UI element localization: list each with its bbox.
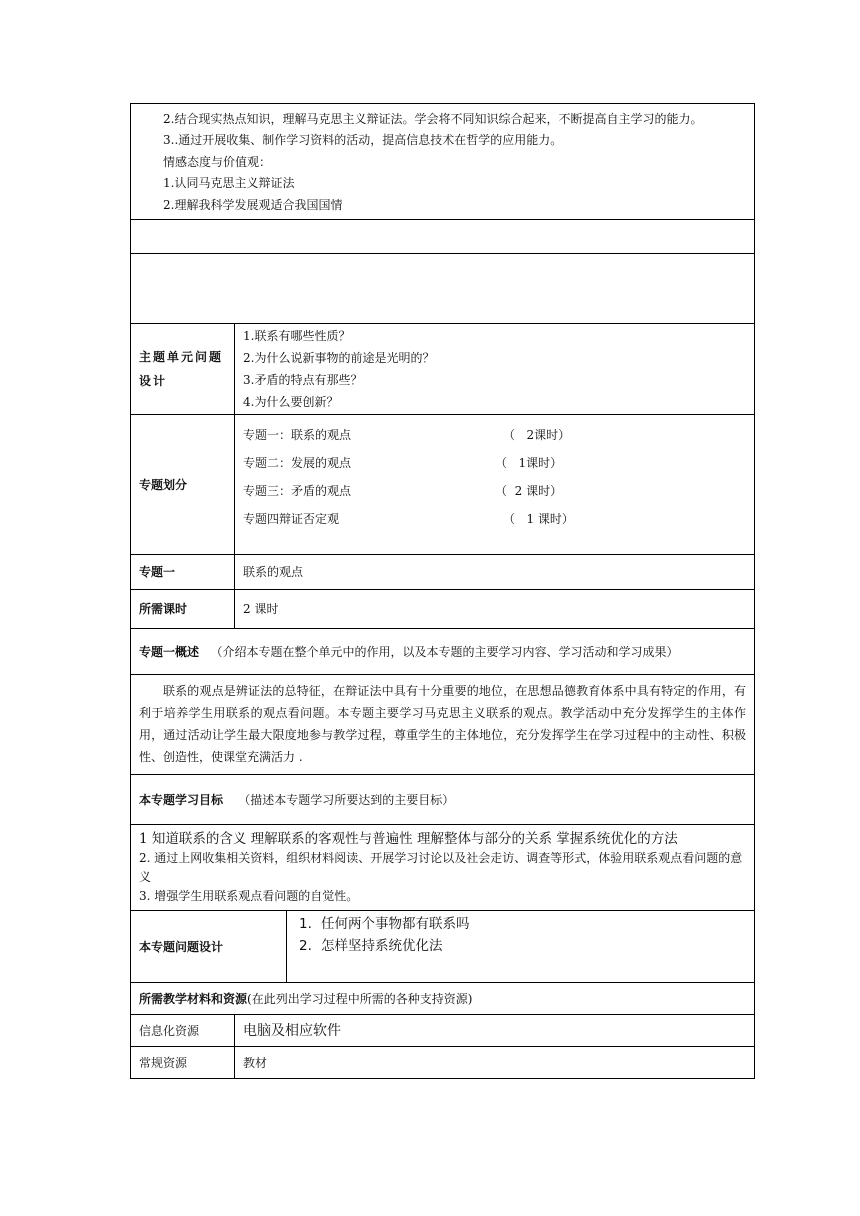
unit-question-item: 4.为什么要创新？ xyxy=(243,395,339,409)
overview-text: 联系的观点是辨证法的总特征，在辩证法中具有十分重要的地位，在思想品德教育体系中具有特定的作用，有利于培养学生用联系的观点看问题。本专题主要学习马克思主义联系的观点。教学活动中充分发挥学生的主体作用，通过活动让学生最大限度地参与教学过程，尊重学生的主体地位，充分发挥学生在学习过程中的主动性、积极性、创造性，使课堂充满活力 . xyxy=(131,675,755,775)
resource-value: 电脑及相应软件 xyxy=(235,1015,755,1047)
empty-row xyxy=(131,220,755,254)
topic-questions-cell xyxy=(287,911,755,983)
overview-header-row xyxy=(131,629,755,675)
objectives-continued-row xyxy=(131,104,755,220)
topics-cell xyxy=(235,415,755,555)
unit-questions-row xyxy=(131,324,755,415)
goal-item: 3. 增强学生用联系观点看问题的自觉性。 xyxy=(139,888,359,903)
unit-question-item: 1.联系有哪些性质？ xyxy=(243,329,351,343)
topic-question-item xyxy=(299,913,746,935)
overview-body-row xyxy=(131,675,755,775)
objectives-cell xyxy=(131,104,755,220)
topic-item xyxy=(243,477,746,505)
topic-one-label: 专题一 xyxy=(131,555,235,590)
topic-hours: （ 2课时） xyxy=(503,428,571,442)
objective-line: 3..通过开展收集、制作学习资料的活动，提高信息技术在哲学的应用能力。 xyxy=(163,133,563,148)
question-number: 1. xyxy=(299,916,312,932)
goals-note: （描述本专题学习所要达到的主要目标） xyxy=(238,792,455,807)
unit-questions-label xyxy=(131,324,235,415)
topic-name: 专题二：发展的观点 xyxy=(243,456,352,470)
topic-one-value: 联系的观点 xyxy=(235,555,755,590)
topic-item xyxy=(243,505,746,533)
resources-title: 所需教学材料和资源 xyxy=(139,991,248,1006)
objective-line: 2.理解我科学发展观适合我国国情 xyxy=(163,197,343,212)
topic-name: 专题一：联系的观点 xyxy=(243,428,352,442)
topic-hours: （ 2 课时） xyxy=(495,484,563,498)
topic-name: 专题三：矛盾的观点 xyxy=(243,484,352,498)
overview-header-cell xyxy=(131,629,755,675)
goals-header-cell xyxy=(131,775,755,825)
hours-label: 所需课时 xyxy=(131,590,235,629)
goals-body-row xyxy=(131,825,755,911)
objective-heading: 情感态度与价值观： xyxy=(163,154,272,169)
objective-line: 1.认同马克思主义辩证法 xyxy=(163,176,295,191)
resource-value: 教材 xyxy=(235,1047,755,1079)
overview-title: 专题一概述 xyxy=(139,644,200,659)
resources-header-row xyxy=(131,983,755,1015)
hours-value: 2 课时 xyxy=(235,590,755,629)
topic-questions-label: 本专题问题设计 xyxy=(131,911,287,983)
question-number: 2. xyxy=(299,938,312,954)
hours-row xyxy=(131,590,755,629)
overview-note: （介绍本专题在整个单元中的作用，以及本专题的主要学习内容、学习活动和学习成果） xyxy=(210,644,679,659)
objective-line: 2.结合现实热点知识，理解马克思主义辩证法。学会将不同知识综合起来，不断提高自主学习的能力。 xyxy=(163,111,703,126)
topic-name: 专题四辩证否定观 xyxy=(243,512,340,526)
topic-one-row xyxy=(131,555,755,590)
resource-label: 常规资源 xyxy=(131,1047,235,1079)
topic-hours: （ 1 课时） xyxy=(503,512,574,526)
topic-questions-row xyxy=(131,911,755,983)
resources-note: (在此列出学习过程中所需的各种支持资源) xyxy=(247,991,473,1006)
unit-question-item: 2.为什么说新事物的前途是光明的？ xyxy=(243,351,435,365)
empty-row xyxy=(131,254,755,324)
goals-title: 本专题学习目标 xyxy=(139,792,224,807)
topics-row xyxy=(131,415,755,555)
question-text: 怎样坚持系统优化法 xyxy=(321,938,443,954)
unit-questions-cell xyxy=(235,324,755,415)
question-text: 任何两个事物都有联系吗 xyxy=(321,916,470,932)
lesson-plan-table xyxy=(130,103,755,1079)
topic-item xyxy=(243,449,746,477)
resource-row xyxy=(131,1047,755,1079)
resources-header-cell xyxy=(131,983,755,1015)
goals-body-cell xyxy=(131,825,755,911)
topic-hours: （ 1课时） xyxy=(495,456,563,470)
goal-item: 2. 通过上网收集相关资料，组织材料阅读、开展学习讨论以及社会走访、调查等形式，体验用联系观点看问题的意义 xyxy=(139,850,743,884)
goals-header-row xyxy=(131,775,755,825)
lesson-plan-document xyxy=(130,103,754,1079)
topic-item xyxy=(243,421,746,449)
unit-question-item: 3.矛盾的特点有那些？ xyxy=(243,373,363,387)
empty-cell xyxy=(131,220,755,254)
empty-cell xyxy=(131,254,755,324)
resource-label: 信息化资源 xyxy=(131,1015,235,1047)
unit-questions-label-text: 主题单元问题设计 xyxy=(139,350,224,388)
resource-row xyxy=(131,1015,755,1047)
goal-item: 1 知道联系的含义 理解联系的客观性与普遍性 理解整体与部分的关系 掌握系统优化的方法 xyxy=(139,830,678,847)
topic-question-item xyxy=(299,935,746,957)
topics-label: 专题划分 xyxy=(131,415,235,555)
